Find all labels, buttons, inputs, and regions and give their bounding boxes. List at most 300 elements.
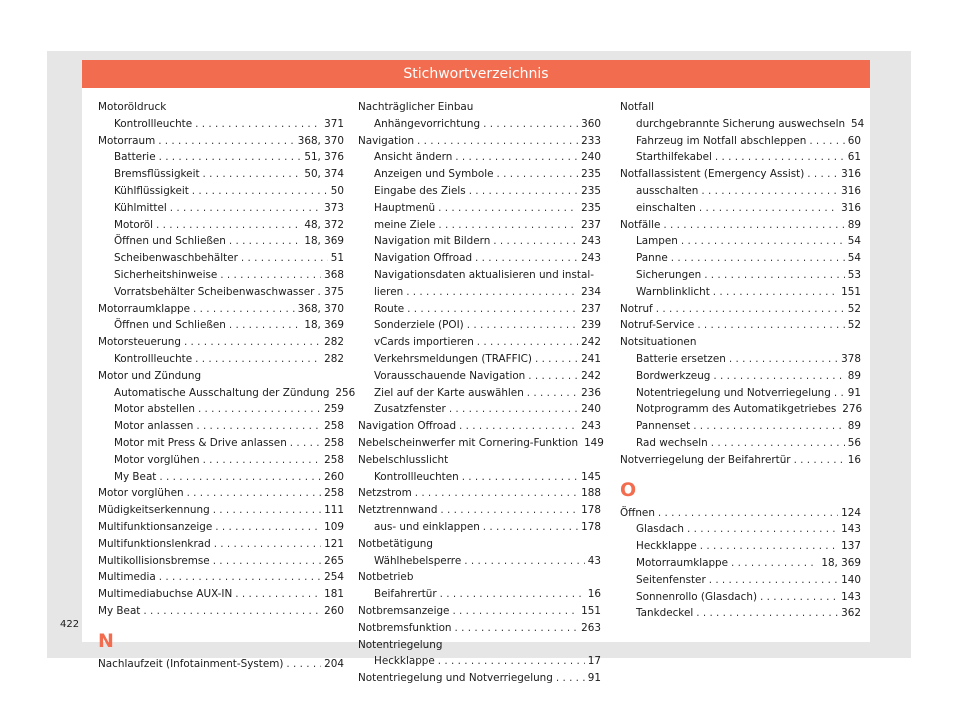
entry-term: Bremsflüssigkeit: [114, 168, 200, 181]
index-subheading: Navigationsdaten aktualisieren und instal-: [374, 268, 595, 281]
entry-term: Notbremsanzeige: [358, 604, 450, 617]
index-subentry: [98, 284, 344, 301]
entry-term: Sonnenrollo (Glasdach): [636, 590, 758, 603]
dot-leader: [699, 200, 838, 217]
index-subentry: [620, 589, 861, 606]
index-heading: Notsituationen: [620, 336, 697, 349]
page-reference: 254: [324, 571, 344, 584]
dot-leader: [317, 284, 321, 301]
index-subentry: [620, 435, 861, 452]
entry-term: Multikollisionsbremse: [98, 554, 210, 567]
entry-term: Navigation Offroad: [374, 252, 473, 265]
entry-term: meine Ziele: [374, 218, 436, 231]
entry-term: Netztrennwand: [358, 504, 438, 517]
entry-term: Vorausschauende Navigation: [374, 369, 526, 382]
index-column-3: [620, 99, 865, 622]
section-header: [82, 60, 870, 88]
entry-term: Motor vorglühen: [114, 453, 200, 466]
page-number: 422: [60, 619, 80, 630]
dot-leader: [681, 233, 845, 250]
entry-term: Netzstrom: [358, 487, 412, 500]
index-entry: [358, 502, 601, 519]
index-entry: [98, 502, 344, 519]
dot-leader: [192, 183, 328, 200]
page-reference: 373: [324, 201, 344, 214]
index-entry: [98, 586, 344, 603]
page-reference: 151: [841, 285, 861, 298]
index-subentry: [358, 401, 601, 418]
page-reference: 265: [324, 554, 344, 567]
index-subentry: [98, 250, 344, 267]
page-reference: 316: [841, 168, 861, 181]
page-reference: 263: [581, 621, 601, 634]
entry-list-n-continued: [358, 99, 604, 687]
index-entry: [358, 435, 604, 452]
page-reference: 236: [581, 386, 601, 399]
dot-leader: [438, 217, 578, 234]
dot-leader: [713, 284, 838, 301]
entry-term: Nebelscheinwerfer mit Cornering-Funktion: [358, 436, 579, 449]
index-subentry: [358, 250, 601, 267]
dot-leader: [760, 589, 838, 606]
index-subentry: [358, 301, 601, 318]
dot-leader: [195, 351, 321, 368]
index-subentry: [98, 217, 344, 234]
entry-term: lieren: [374, 285, 404, 298]
dot-leader: [417, 133, 578, 150]
dot-leader: [483, 519, 578, 536]
page-reference: 109: [324, 520, 344, 533]
index-subentry: [358, 284, 601, 301]
page-reference: 145: [581, 470, 601, 483]
dot-leader: [701, 183, 838, 200]
index-subentry: [620, 418, 861, 435]
entry-term: Pannenset: [636, 420, 691, 433]
dot-leader: [527, 385, 578, 402]
dot-leader: [229, 233, 301, 250]
dot-leader: [687, 521, 838, 538]
page-reference: 60: [847, 134, 861, 147]
index-entry: [98, 536, 344, 553]
page-reference: 16: [587, 588, 601, 601]
page-reference: 54: [847, 252, 861, 265]
index-subentry: [358, 200, 601, 217]
index-entry: [620, 505, 861, 522]
page-reference: 181: [324, 588, 344, 601]
dot-leader: [187, 485, 322, 502]
page-reference: 52: [847, 302, 861, 315]
index-subentry: [358, 217, 601, 234]
entry-term: Sicherheitshinweise: [114, 268, 218, 281]
dot-leader: [528, 368, 578, 385]
page-reference: 111: [324, 504, 344, 517]
dot-leader: [493, 233, 578, 250]
entry-term: Motor mit Press & Drive anlassen: [114, 436, 287, 449]
entry-term: ausschalten: [636, 184, 699, 197]
letter-heading-o: O: [620, 478, 637, 501]
entry-term: Kühlmittel: [114, 201, 167, 214]
page-reference: 124: [841, 506, 861, 519]
dot-leader: [229, 317, 301, 334]
page-reference: 239: [581, 319, 601, 332]
page-reference: 258: [324, 420, 344, 433]
dot-leader: [195, 116, 321, 133]
index-heading: Nachträglicher Einbau: [358, 101, 474, 113]
index-heading: Notfall: [620, 101, 655, 113]
index-entry: [358, 418, 601, 435]
entry-term: Navigation mit Bildern: [374, 235, 491, 248]
page-reference: 235: [581, 184, 601, 197]
entry-list-o: [620, 505, 861, 623]
page-reference: 50, 374: [304, 168, 344, 181]
page-reference: 140: [841, 573, 861, 586]
index-subentry: [358, 469, 601, 486]
index-subentry: [98, 351, 344, 368]
entry-term: Müdigkeitserkennung: [98, 504, 210, 517]
index-entry: [98, 301, 344, 318]
entry-term: Eingabe des Ziels: [374, 184, 466, 197]
entry-term: Motor anlassen: [114, 420, 194, 433]
page-reference: 235: [581, 168, 601, 181]
index-subentry: [620, 250, 861, 267]
dot-leader: [203, 166, 302, 183]
index-subentry: [358, 553, 601, 570]
entry-term: My Beat: [98, 604, 141, 617]
entry-list-n: [98, 656, 344, 673]
page-reference: 258: [324, 453, 344, 466]
entry-term: einschalten: [636, 201, 696, 214]
index-heading: Notbetrieb: [358, 571, 414, 584]
dot-leader: [697, 317, 844, 334]
page-reference: 260: [324, 604, 344, 617]
dot-leader: [220, 267, 321, 284]
index-subentry: [620, 183, 861, 200]
page-reference: 371: [324, 117, 344, 130]
dot-leader: [440, 586, 585, 603]
dot-leader: [198, 401, 321, 418]
entry-term: Heckklappe: [636, 540, 697, 553]
dot-leader: [455, 620, 579, 637]
index-entry: [98, 656, 344, 673]
dot-leader: [556, 670, 585, 687]
dot-leader: [455, 149, 578, 166]
index-subentry: [620, 368, 861, 385]
dot-leader: [713, 368, 844, 385]
dot-leader: [452, 603, 578, 620]
dot-leader: [170, 200, 321, 217]
entry-term: Motor vorglühen: [98, 487, 184, 500]
page-reference: 91: [847, 386, 861, 399]
dot-leader: [158, 133, 295, 150]
index-subentry: [620, 200, 861, 217]
dot-leader: [464, 553, 585, 570]
entry-term: Notprogramm des Automatikgetriebes: [636, 403, 837, 416]
index-subentry: [358, 116, 601, 133]
index-subentry: [620, 284, 861, 301]
index-heading: Notentriegelung: [358, 638, 443, 651]
index-entry: [620, 166, 861, 183]
entry-term: Navigation: [358, 134, 415, 147]
entry-term: Motorraumklappe: [98, 302, 191, 315]
index-entry: [358, 603, 601, 620]
entry-term: Glasdach: [636, 523, 684, 536]
index-entry: [98, 553, 344, 570]
page-reference: 258: [324, 436, 344, 449]
dot-leader: [440, 502, 578, 519]
page-reference: 316: [841, 184, 861, 197]
index-entry: [620, 452, 861, 469]
index-subentry: [620, 116, 865, 133]
index-subentry: [98, 267, 344, 284]
page-reference: 137: [841, 540, 861, 553]
dot-leader: [213, 553, 321, 570]
page-reference: 143: [841, 523, 861, 536]
entry-list-m: [98, 99, 356, 620]
entry-term: Motorsteuerung: [98, 336, 181, 349]
dot-leader: [834, 385, 845, 402]
dot-leader: [715, 149, 845, 166]
entry-term: Warnblinklicht: [636, 285, 710, 298]
dot-leader: [729, 351, 838, 368]
index-subentry: [620, 521, 861, 538]
page-reference: 178: [581, 520, 601, 533]
entry-term: Notbremsfunktion: [358, 621, 452, 634]
page-reference: 256: [335, 386, 356, 399]
dot-leader: [794, 452, 845, 469]
index-subentry: [358, 586, 601, 603]
index-subentry: [358, 183, 601, 200]
index-subentry: [358, 519, 601, 536]
entry-list-n-end: [620, 99, 865, 469]
page-reference: 51, 376: [304, 151, 344, 164]
entry-term: Kühlflüssigkeit: [114, 184, 189, 197]
page-reference: 240: [581, 151, 601, 164]
dot-leader: [671, 250, 845, 267]
page-reference: 241: [581, 352, 601, 365]
page-reference: 235: [581, 201, 601, 214]
entry-term: Öffnen und Schließen: [114, 319, 226, 332]
entry-term: Notruf: [620, 302, 653, 315]
page-reference: 375: [324, 285, 344, 298]
index-subentry: [98, 200, 344, 217]
page-reference: 178: [581, 504, 601, 517]
index-subentry: [98, 183, 344, 200]
index-subentry: [98, 469, 344, 486]
entry-term: Notentriegelung und Notverriegelung: [636, 386, 831, 399]
index-subentry: [620, 572, 861, 589]
page-reference: 234: [581, 285, 601, 298]
index-column-2: [358, 99, 604, 687]
entry-term: Multimedia: [98, 571, 156, 584]
index-subentry: [358, 149, 601, 166]
page-reference: 243: [581, 235, 601, 248]
dot-leader: [438, 653, 585, 670]
dot-leader: [159, 149, 302, 166]
dot-leader: [235, 586, 321, 603]
page-reference: 188: [581, 487, 601, 500]
index-subentry: [358, 334, 601, 351]
dot-leader: [700, 538, 838, 555]
dot-leader: [156, 217, 301, 234]
dot-leader: [696, 605, 838, 622]
dot-leader: [658, 505, 838, 522]
dot-leader: [203, 452, 322, 469]
page-reference: 259: [324, 403, 344, 416]
entry-term: Fahrzeug im Notfall abschleppen: [636, 134, 807, 147]
entry-term: Motorraumklappe: [636, 556, 729, 569]
page-reference: 237: [581, 302, 601, 315]
entry-term: vCards importieren: [374, 336, 474, 349]
entry-term: Öffnen und Schließen: [114, 235, 226, 248]
page-reference: 16: [847, 453, 861, 466]
index-subentry: [620, 351, 861, 368]
index-subentry: [98, 401, 344, 418]
entry-term: Wählhebelsperre: [374, 554, 462, 567]
page-reference: 258: [324, 487, 344, 500]
index-subentry: [98, 166, 344, 183]
page-reference: 17: [587, 655, 601, 668]
page-reference: 54: [847, 235, 861, 248]
entry-term: Multimediabuchse AUX-IN: [98, 588, 233, 601]
index-heading: Notbetätigung: [358, 537, 433, 550]
index-entry: [620, 301, 861, 318]
entry-term: Anzeigen und Symbole: [374, 168, 494, 181]
entry-term: Sicherungen: [636, 268, 702, 281]
dot-leader: [159, 569, 321, 586]
index-entry: [98, 569, 344, 586]
index-subentry: [98, 435, 344, 452]
entry-term: Hauptmenü: [374, 201, 436, 214]
dot-leader: [477, 334, 578, 351]
page-reference: 149: [584, 436, 604, 449]
entry-term: aus- und einklappen: [374, 520, 480, 533]
entry-term: Motor abstellen: [114, 403, 195, 416]
dot-leader: [193, 301, 295, 318]
entry-term: Multifunktionslenkrad: [98, 537, 211, 550]
index-heading: Motor und Zündung: [98, 369, 202, 382]
dot-leader: [290, 435, 321, 452]
page-reference: 89: [847, 218, 861, 231]
dot-leader: [483, 116, 578, 133]
index-entry: [620, 217, 861, 234]
index-subentry: [620, 555, 861, 572]
entry-term: Lampen: [636, 235, 678, 248]
index-subentry: [620, 401, 861, 418]
index-subentry: [358, 166, 601, 183]
index-subentry: [98, 149, 344, 166]
entry-term: Notruf-Service: [620, 319, 695, 332]
entry-term: Scheibenwaschbehälter: [114, 252, 238, 265]
page-reference: 237: [581, 218, 601, 231]
index-entry: [358, 133, 601, 150]
entry-term: Batterie ersetzen: [636, 352, 726, 365]
entry-term: My Beat: [114, 470, 157, 483]
page-reference: 18, 369: [304, 319, 344, 332]
page-reference: 18, 369: [304, 235, 344, 248]
dot-leader: [462, 469, 578, 486]
entry-term: Nachlaufzeit (Infotainment-System): [98, 657, 284, 670]
dot-leader: [214, 536, 321, 553]
page-reference: 368, 370: [297, 302, 344, 315]
page-reference: 91: [587, 672, 601, 685]
page-reference: 378: [841, 352, 861, 365]
dot-leader: [475, 250, 578, 267]
dot-leader: [469, 183, 578, 200]
page-reference: 121: [324, 537, 344, 550]
dot-leader: [809, 133, 844, 150]
page-reference: 89: [847, 369, 861, 382]
page-reference: 362: [841, 607, 861, 620]
index-subentry: [358, 351, 601, 368]
page-reference: 243: [581, 420, 601, 433]
dot-leader: [415, 485, 578, 502]
page-reference: 260: [324, 470, 344, 483]
index-subentry: [620, 233, 861, 250]
page-reference: 151: [581, 604, 601, 617]
index-entry: [358, 670, 601, 687]
entry-term: Heckklappe: [374, 655, 435, 668]
index-subentry: [98, 418, 344, 435]
page-reference: 240: [581, 403, 601, 416]
page-reference: 360: [581, 117, 601, 130]
entry-term: Rad wechseln: [636, 436, 708, 449]
index-subentry: [358, 368, 601, 385]
page-reference: 368, 370: [297, 134, 344, 147]
index-heading: Nebelschlusslicht: [358, 453, 449, 466]
dot-leader: [406, 284, 578, 301]
entry-term: Kontrollleuchte: [114, 352, 193, 365]
entry-term: Zusatzfenster: [374, 403, 446, 416]
entry-term: Notentriegelung und Notverriegelung: [358, 672, 553, 685]
dot-leader: [807, 166, 838, 183]
index-subentry: [98, 317, 344, 334]
entry-term: Navigation Offroad: [358, 420, 457, 433]
dot-leader: [438, 200, 578, 217]
letter-heading-n: N: [98, 629, 114, 652]
dot-leader: [704, 267, 845, 284]
entry-term: Kontrollleuchten: [374, 470, 459, 483]
page-reference: 61: [847, 151, 861, 164]
entry-term: Verkehrsmeldungen (TRAFFIC): [374, 352, 532, 365]
page-reference: 53: [847, 268, 861, 281]
entry-term: Seitenfenster: [636, 573, 706, 586]
entry-term: durchgebrannte Sicherung auswechseln: [636, 117, 846, 130]
dot-leader: [709, 572, 838, 589]
index-entry: [98, 603, 344, 620]
entry-term: Tankdeckel: [636, 607, 694, 620]
dot-leader: [184, 334, 321, 351]
dot-leader: [663, 217, 844, 234]
entry-term: Starthilfekabel: [636, 151, 712, 164]
index-subentry: [358, 317, 601, 334]
entry-term: Notfälle: [620, 218, 661, 231]
dot-leader: [159, 469, 321, 486]
page-reference: 242: [581, 369, 601, 382]
entry-term: Öffnen: [620, 506, 655, 519]
page-reference: 48, 372: [304, 218, 344, 231]
page-reference: 282: [324, 352, 344, 365]
entry-term: Automatische Ausschaltung der Zündung: [114, 386, 330, 399]
index-subentry: [98, 452, 344, 469]
index-subentry: [358, 653, 601, 670]
index-subentry: [620, 267, 861, 284]
entry-term: Panne: [636, 252, 668, 265]
index-subentry: [358, 385, 601, 402]
index-heading: Motoröldruck: [98, 101, 167, 113]
page-reference: 242: [581, 336, 601, 349]
entry-term: Ansicht ändern: [374, 151, 453, 164]
index-subentry: [620, 133, 861, 150]
